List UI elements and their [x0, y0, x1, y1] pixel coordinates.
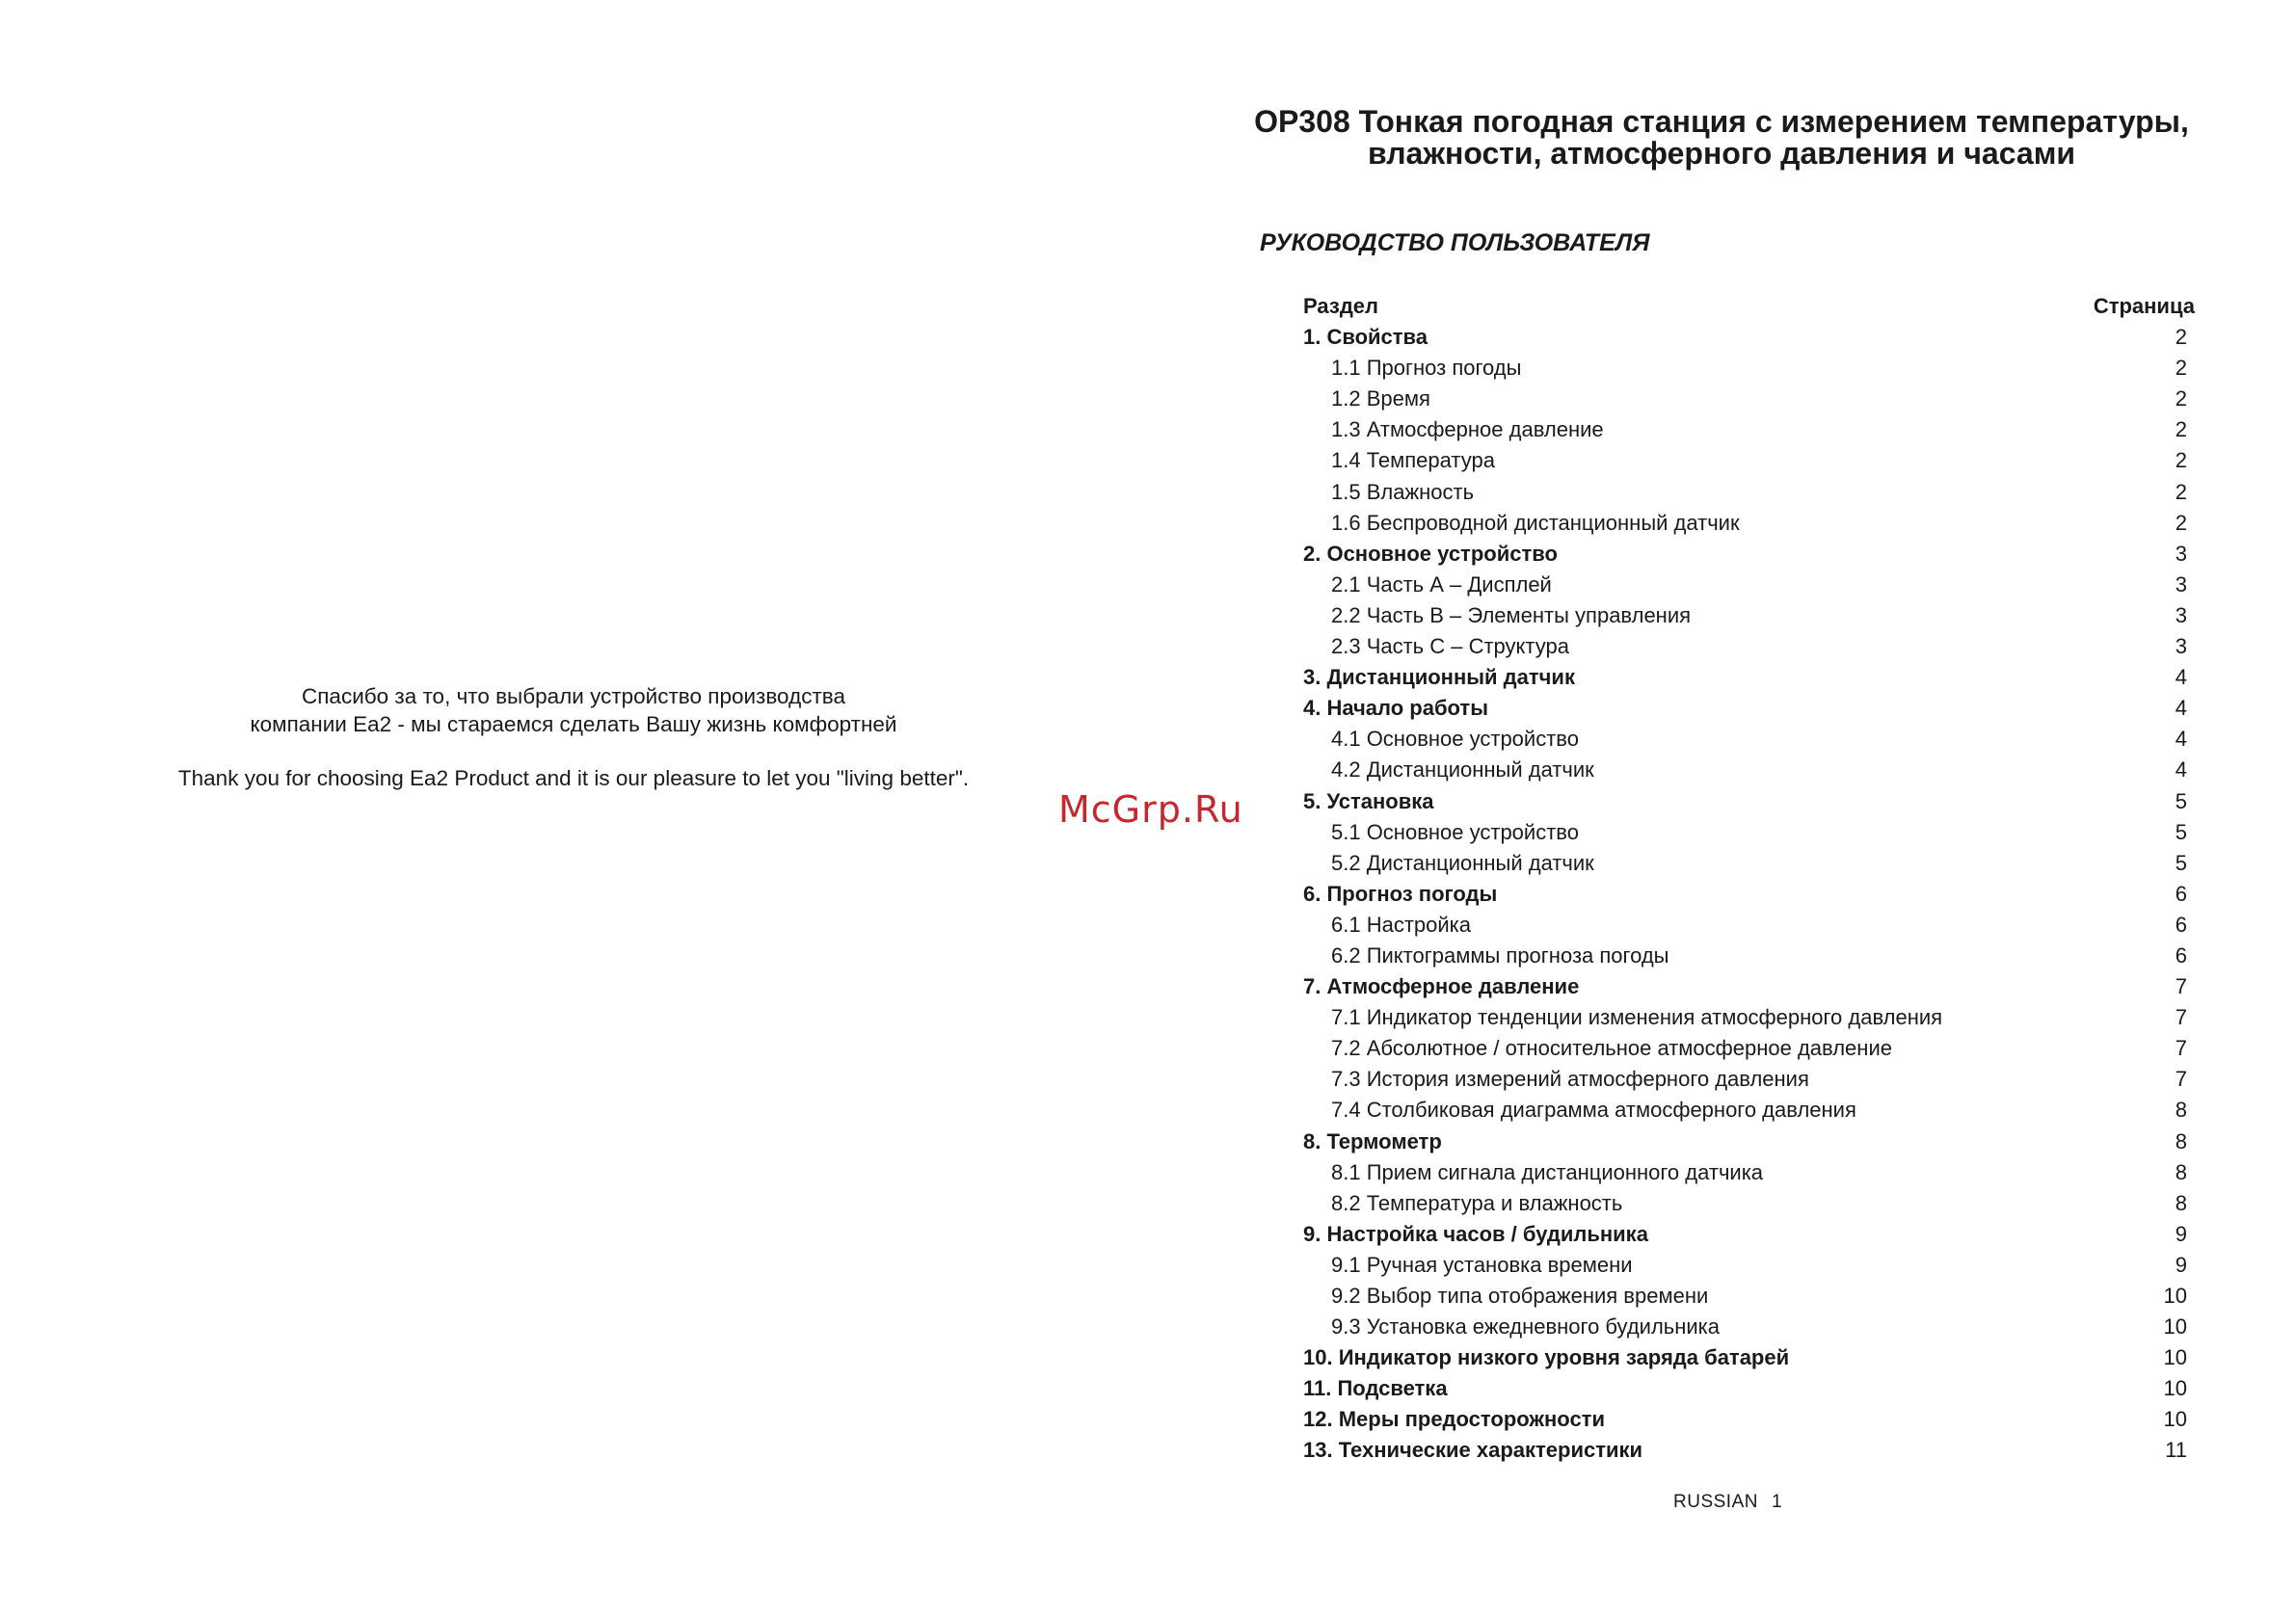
toc-entry-page: 10	[2163, 1314, 2187, 1339]
toc-header-page: Страница	[2093, 294, 2195, 318]
toc-entry-label: 5. Установка	[1303, 788, 1434, 813]
toc-entry[interactable]	[1303, 693, 2195, 724]
toc-entry[interactable]	[1303, 600, 2195, 631]
toc-entry-label: 9.2 Выбор типа отображения времени	[1331, 1284, 1709, 1308]
toc-entry-page: 9	[2175, 1252, 2187, 1277]
toc-entry-label: 8.2 Температура и влажность	[1331, 1190, 1623, 1215]
toc-entry-page: 5	[2175, 819, 2187, 844]
toc-entry-page: 8	[2175, 1190, 2187, 1215]
toc-entry[interactable]	[1303, 1435, 2195, 1466]
toc-entry-page: 10	[2163, 1284, 2187, 1308]
toc-entry-page: 6	[2175, 881, 2187, 906]
toc-entry-page: 4	[2175, 727, 2187, 752]
toc-entry-page: 8	[2175, 1098, 2187, 1123]
toc-entry-label: 1.3 Атмосферное давление	[1331, 417, 1604, 442]
toc-entry[interactable]	[1303, 1188, 2195, 1219]
toc-entry-label: 1.6 Беспроводной дистанционный датчик	[1331, 510, 1740, 535]
toc-entry-page: 2	[2175, 325, 2187, 350]
toc-entry[interactable]	[1303, 879, 2195, 910]
toc-entry-page: 7	[2175, 1067, 2187, 1092]
toc-entry[interactable]	[1303, 662, 2195, 693]
toc-entry-label: 13. Технические характеристики	[1303, 1438, 1643, 1463]
toc-entry-page: 3	[2175, 634, 2187, 659]
toc-entry-label: 6. Прогноз погоды	[1303, 881, 1498, 906]
footer-language: RUSSIAN	[1673, 1492, 1758, 1512]
toc-entry[interactable]	[1303, 786, 2195, 817]
toc-entry-page: 6	[2175, 942, 2187, 968]
toc-entry[interactable]	[1303, 445, 2195, 476]
toc-entry-label: 6.1 Настройка	[1331, 912, 1471, 937]
toc-entry-page: 7	[2175, 1005, 2187, 1030]
toc-entry-label: 2.2 Часть В – Элементы управления	[1331, 602, 1692, 627]
toc-entry-label: 4.1 Основное устройство	[1331, 727, 1579, 752]
manual-subtitle: РУКОВОДСТВО ПОЛЬЗОВАТЕЛЯ	[1260, 229, 1650, 256]
toc-entry[interactable]	[1303, 848, 2195, 879]
toc-entry[interactable]	[1303, 384, 2195, 414]
toc-entry-page: 10	[2163, 1407, 2187, 1432]
toc-entry[interactable]	[1303, 1250, 2195, 1281]
toc-entry[interactable]	[1303, 755, 2195, 785]
right-page	[1147, 0, 2296, 1618]
toc-entry[interactable]	[1303, 539, 2195, 570]
toc-entry-page: 2	[2175, 510, 2187, 535]
toc-entry[interactable]	[1303, 971, 2195, 1002]
toc-entry-page: 9	[2175, 1221, 2187, 1246]
toc-entry-page: 2	[2175, 356, 2187, 381]
toc-entry-page: 2	[2175, 417, 2187, 442]
toc-header	[1303, 291, 2195, 322]
toc-entry-page: 10	[2163, 1345, 2187, 1370]
toc-entry-page: 6	[2175, 912, 2187, 937]
toc-entry[interactable]	[1303, 1312, 2195, 1342]
thanks-ru-line-1: Спасибо за то, что выбрали устройство производства	[302, 684, 845, 708]
toc-entry-page: 2	[2175, 448, 2187, 473]
toc-entry-label: 4.2 Дистанционный датчик	[1331, 757, 1594, 782]
toc-entry-label: 1. Свойства	[1303, 325, 1428, 350]
toc-entry[interactable]	[1303, 1373, 2195, 1404]
watermark: McGrp.Ru	[1058, 788, 1243, 831]
toc-entry[interactable]	[1303, 414, 2195, 445]
thanks-ru-line-2: компании Ea2 - мы стараемся сделать Вашу жизнь комфортней	[250, 712, 897, 736]
model-number: OP308	[1254, 104, 1350, 139]
page-footer	[1673, 1492, 1782, 1513]
toc-entry-page: 8	[2175, 1159, 2187, 1184]
toc-entry[interactable]	[1303, 724, 2195, 755]
toc-entry[interactable]	[1303, 817, 2195, 848]
toc-entry[interactable]	[1303, 1033, 2195, 1064]
toc-entry[interactable]	[1303, 1002, 2195, 1033]
toc-entry-label: 7.4 Столбиковая диаграмма атмосферного давления	[1331, 1098, 1856, 1123]
thanks-en-line: Thank you for choosing Ea2 Product and it is our pleasure to let you "living better".	[177, 766, 970, 790]
toc-entry-label: 9.3 Установка ежедневного будильника	[1331, 1314, 1721, 1339]
toc-entry-label: 6.2 Пиктограммы прогноза погоды	[1331, 942, 1669, 968]
toc-entry-page: 11	[2165, 1438, 2187, 1463]
toc-entry-label: 8. Термометр	[1303, 1128, 1442, 1154]
toc-entry-label: 1.1 Прогноз погоды	[1331, 356, 1522, 381]
toc-entry-label: 11. Подсветка	[1303, 1376, 1448, 1401]
toc-entry-page: 4	[2175, 665, 2187, 690]
toc-entry-page: 5	[2175, 850, 2187, 875]
toc-entry-page: 7	[2175, 1036, 2187, 1061]
toc-header-section: Раздел	[1303, 294, 1378, 318]
toc-entry[interactable]	[1303, 1127, 2195, 1157]
toc-entry-label: 1.2 Время	[1331, 386, 1430, 411]
toc-entry-page: 5	[2175, 788, 2187, 813]
toc-entry[interactable]	[1303, 1404, 2195, 1435]
toc-entry[interactable]	[1303, 910, 2195, 941]
title-line-1-text: Тонкая погодная станция с измерением температуры,	[1358, 104, 2189, 139]
toc-entry-label: 9.1 Ручная установка времени	[1331, 1252, 1633, 1277]
toc-entry-label: 12. Меры предосторожности	[1303, 1407, 1605, 1432]
toc-entry-label: 5.1 Основное устройство	[1331, 819, 1579, 844]
toc-entry-page: 4	[2175, 757, 2187, 782]
toc-entry-label: 1.5 Влажность	[1331, 479, 1475, 504]
left-page	[0, 0, 1147, 1618]
toc-entry-page: 3	[2175, 571, 2187, 597]
toc-entry[interactable]	[1303, 322, 2195, 353]
toc-entry[interactable]	[1303, 353, 2195, 384]
toc-entry[interactable]	[1303, 1342, 2195, 1373]
toc-entry-page: 7	[2175, 974, 2187, 999]
toc-entry-label: 2.3 Часть С – Структура	[1331, 634, 1569, 659]
toc-entry-label: 7. Атмосферное давление	[1303, 974, 1580, 999]
toc-entry-page: 10	[2163, 1376, 2187, 1401]
toc-entry-label: 3. Дистанционный датчик	[1303, 665, 1575, 690]
toc-entry-page: 3	[2175, 602, 2187, 627]
footer-page-number: 1	[1771, 1492, 1783, 1512]
toc-entry[interactable]	[1303, 631, 2195, 662]
toc-entry-label: 9. Настройка часов / будильника	[1303, 1221, 1648, 1246]
toc-entry[interactable]	[1303, 1219, 2195, 1250]
toc-rows	[1303, 322, 2195, 1466]
toc-entry-page: 2	[2175, 386, 2187, 411]
toc-entry[interactable]	[1303, 941, 2195, 971]
toc-entry[interactable]	[1303, 477, 2195, 508]
toc-entry[interactable]	[1303, 1157, 2195, 1188]
toc-entry[interactable]	[1303, 1095, 2195, 1126]
toc-entry-label: 1.4 Температура	[1331, 448, 1495, 473]
title-line-2: влажности, атмосферного давления и часами	[1367, 136, 2076, 171]
toc-entry-label: 2. Основное устройство	[1303, 541, 1558, 566]
table-of-contents	[1303, 291, 2195, 1467]
toc-entry[interactable]	[1303, 508, 2195, 539]
title-line-1	[1147, 106, 2296, 138]
toc-entry-label: 7.3 История измерений атмосферного давления	[1331, 1067, 1809, 1092]
toc-entry-label: 7.2 Абсолютное / относительное атмосферное давление	[1331, 1036, 1892, 1061]
thank-you-message	[0, 682, 1147, 792]
toc-entry-label: 7.1 Индикатор тенденции изменения атмосферного давления	[1331, 1005, 1943, 1030]
toc-entry-label: 10. Индикатор низкого уровня заряда батарей	[1303, 1345, 1790, 1370]
toc-entry-page: 2	[2175, 479, 2187, 504]
page-title	[1147, 106, 2296, 170]
toc-entry-label: 8.1 Прием сигнала дистанционного датчика	[1331, 1159, 1764, 1184]
toc-entry-label: 5.2 Дистанционный датчик	[1331, 850, 1594, 875]
toc-entry-label: 2.1 Часть А – Дисплей	[1331, 571, 1552, 597]
toc-entry-page: 4	[2175, 696, 2187, 721]
toc-entry-label: 4. Начало работы	[1303, 696, 1488, 721]
toc-entry[interactable]	[1303, 1281, 2195, 1312]
toc-entry[interactable]	[1303, 1064, 2195, 1095]
toc-entry-page: 3	[2175, 541, 2187, 566]
toc-entry-page: 8	[2175, 1128, 2187, 1154]
toc-entry[interactable]	[1303, 570, 2195, 600]
